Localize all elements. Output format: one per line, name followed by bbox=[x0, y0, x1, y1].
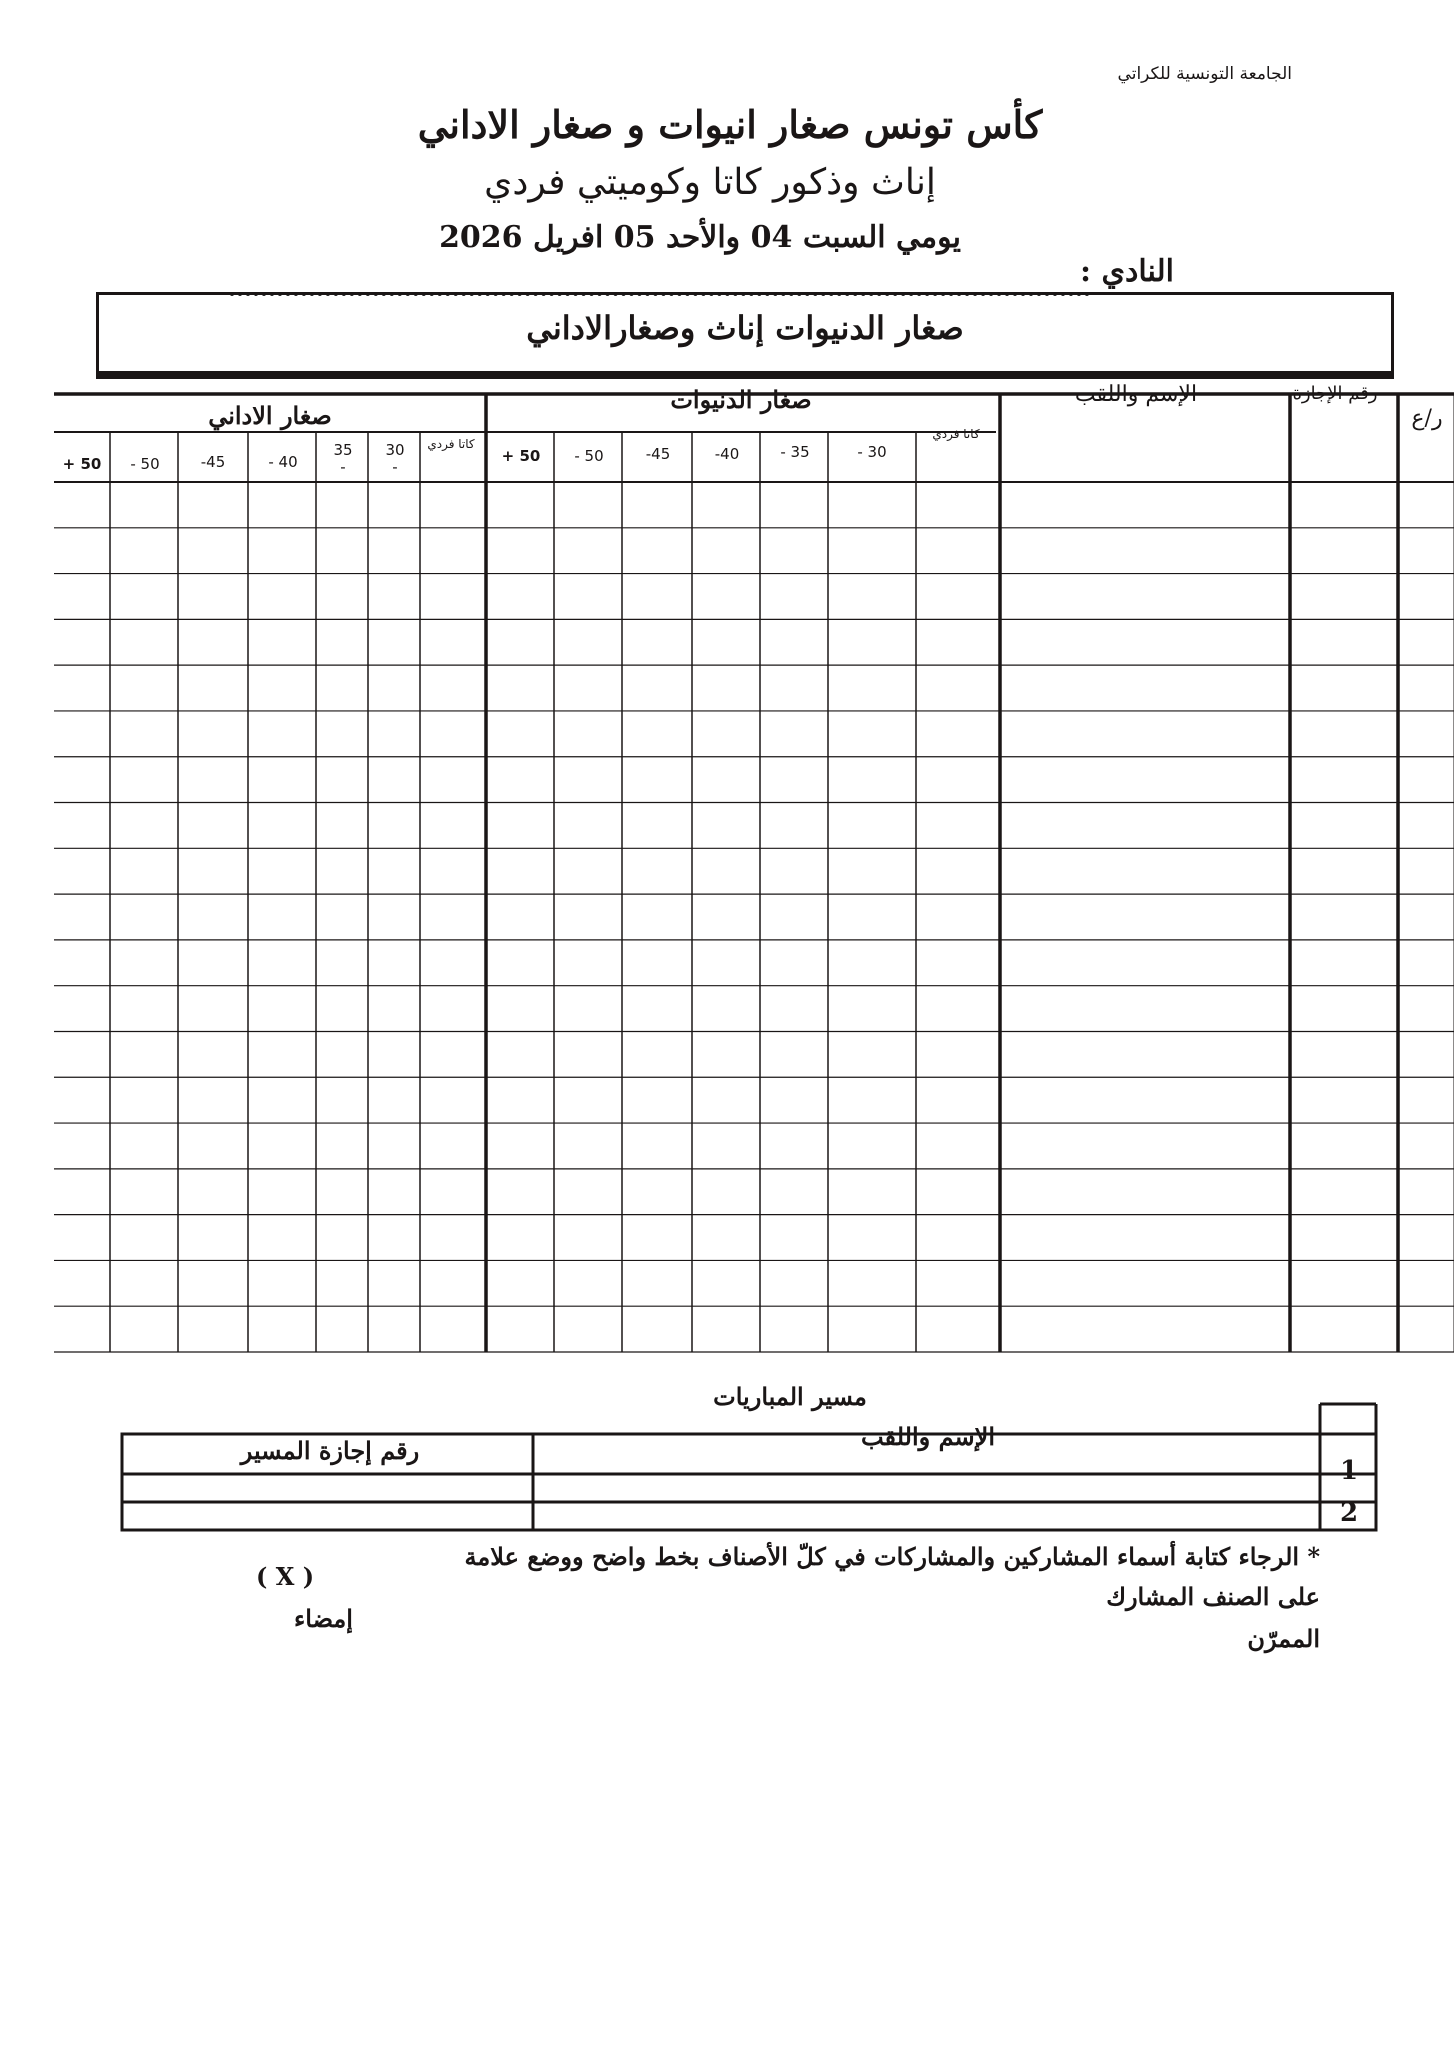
adani-kata-header: كاتا فردي bbox=[427, 437, 475, 451]
instruction-note-2: على الصنف المشارك bbox=[1106, 1582, 1320, 1611]
referee-1-name-field[interactable] bbox=[536, 1476, 1316, 1500]
dunyawat-weight-45: -45 bbox=[645, 445, 671, 463]
adani-weight-40: - 40 bbox=[268, 453, 298, 471]
adani-weight-35: 35 - bbox=[333, 441, 353, 477]
adani-weight-30: 30 - bbox=[385, 441, 405, 477]
dunyawat-weight-35: - 35 bbox=[780, 443, 810, 461]
document-title: كأس تونس صغار انيوات و صغار الاداني bbox=[417, 102, 1043, 147]
dunyawat-weight-50plus: + 50 bbox=[501, 447, 541, 465]
instruction-note: * الرجاء كتابة أسماء المشاركين والمشاركات في كلّ الأصناف بخط واضح ووضع علامة bbox=[464, 1542, 1320, 1571]
mark-symbol: ( X ) bbox=[256, 1562, 315, 1591]
referee-row-2-number: 2 bbox=[1339, 1498, 1359, 1528]
referee-table-title: مسير المباريات bbox=[713, 1382, 867, 1411]
dunyawat-kata-header: كاتا فردي bbox=[932, 427, 980, 441]
coach-label: الممرّن bbox=[1247, 1624, 1320, 1653]
rank-header: ر/ع bbox=[1411, 406, 1443, 431]
dunyawat-weight-50: - 50 bbox=[574, 447, 604, 465]
club-label: النادي : bbox=[1079, 254, 1174, 289]
referee-2-name-field[interactable] bbox=[536, 1504, 1316, 1528]
adani-weight-50: - 50 bbox=[130, 455, 160, 473]
referee-1-license-field[interactable] bbox=[126, 1476, 530, 1500]
referee-row-1-number: 1 bbox=[1339, 1456, 1359, 1486]
signature-label: إمضاء bbox=[294, 1604, 353, 1633]
referee-license-header: رقم إجازة المسير bbox=[240, 1436, 420, 1465]
referee-name-header: الإسم واللقب bbox=[860, 1422, 995, 1451]
referee-2-license-field[interactable] bbox=[126, 1504, 530, 1528]
dunyawat-weight-40: -40 bbox=[714, 445, 740, 463]
event-dates: يومي السبت 04 والأحد 05 افريل 2026 bbox=[439, 220, 961, 255]
adani-group-header: صغار الاداني bbox=[208, 401, 332, 430]
name-header: الإسم واللقب bbox=[1074, 382, 1198, 407]
dunyawat-weight-30: - 30 bbox=[857, 443, 887, 461]
category-banner-text: صغار الدنيوات إناث وصغارالاداني bbox=[526, 309, 964, 347]
adani-weight-45: -45 bbox=[200, 453, 226, 471]
adani-weight-50plus: + 50 bbox=[62, 455, 102, 473]
dunyawat-group-header: صغار الدنيوات bbox=[670, 385, 812, 414]
license-header: رقم الإجازة bbox=[1292, 383, 1378, 404]
federation-name: الجامعة التونسية للكراتي bbox=[1117, 64, 1292, 84]
document-subtitle: إناث وذكور كاتا وكوميتي فردي bbox=[484, 162, 936, 203]
